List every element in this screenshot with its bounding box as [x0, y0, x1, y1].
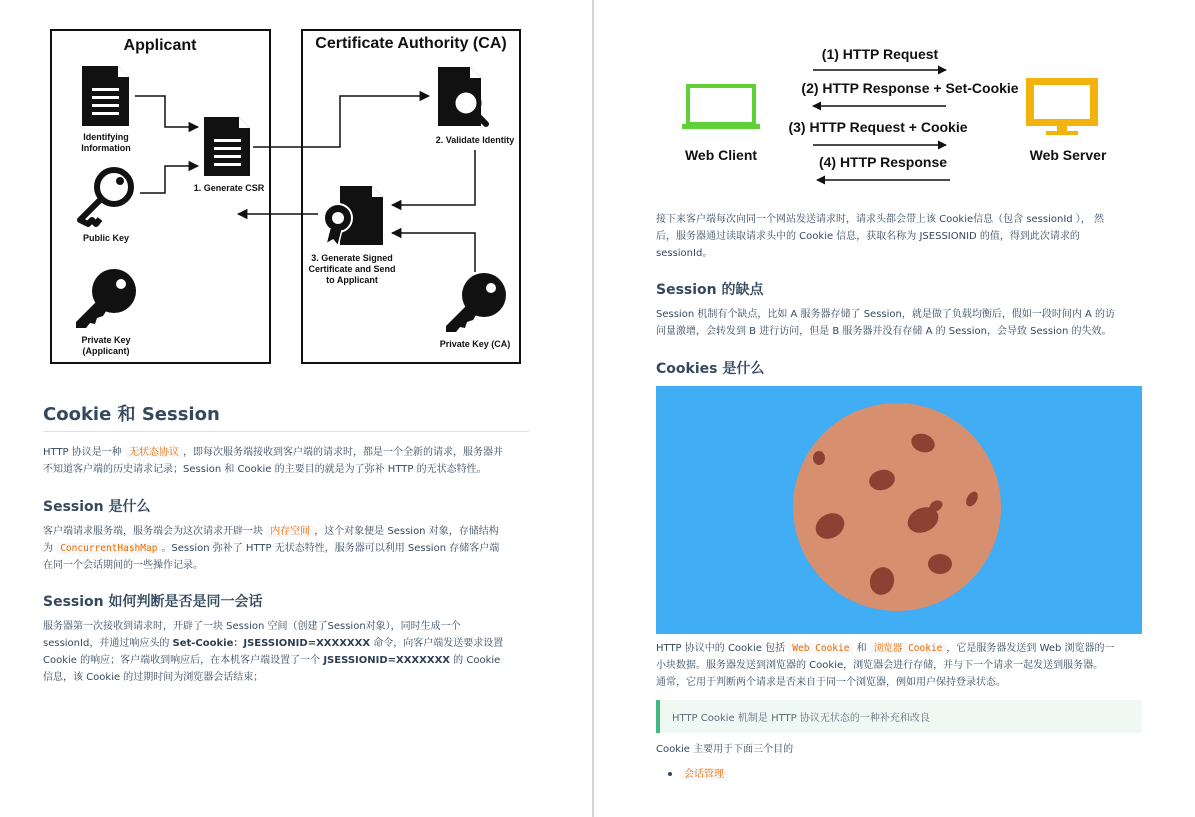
session-mgmt-highlight: 会话管理 [680, 769, 728, 780]
cookie-illustration [656, 386, 1142, 634]
next-text-1: 接下来客户端每次向同一个网站发送请求时，请求头都会带上该 Cookie信息（包含 sessionId ）， 然 [656, 214, 1104, 225]
cookie-paragraph [656, 640, 1146, 691]
heading-same-session: Session 如何判断是否是同一会话 [43, 594, 263, 610]
request-1-label: (1) HTTP Request [821, 46, 939, 62]
heading-what-is-session: Session 是什么 [43, 499, 151, 515]
heading-divider [43, 431, 529, 432]
response-4-label: (4) HTTP Response [818, 154, 948, 170]
concurrent-hashmap-code: ConcurrentHashMap [56, 543, 161, 554]
drawback-text-2: 问量激增，会转发到 B 进行访问，但是 B 服务器并没有存储 A 的 Session，会导致 Session 的失效。 [656, 326, 1112, 337]
session-paragraph [43, 523, 543, 574]
next-text-3: sessionId。 [656, 248, 713, 259]
heading-session-drawback: Session 的缺点 [656, 282, 764, 298]
private-key-applicant-icon [76, 269, 136, 328]
set-cookie-bold: Set-Cookie：JSESSIONID=XXXXXXX [172, 638, 371, 649]
applicant-title: Applicant [123, 37, 197, 54]
ca-title: Certificate Authority (CA) [315, 35, 507, 52]
signed-cert-label-3: to Applicant [326, 275, 378, 285]
heading-cookie-session: Cookie 和 Session [43, 404, 220, 425]
intro-paragraph [43, 444, 543, 478]
certificate-icon [324, 186, 383, 246]
private-key-applicant-label: Private Key [81, 335, 131, 345]
cookie-text-2: ，它是服务器发送到 Web 浏览器的一 [946, 643, 1115, 654]
laptop-icon [682, 86, 760, 129]
judge-text-1: 服务器第一次接收到请求时，开辟了一块 Session 空间（创建了Session对象），同时生成一个 [43, 621, 461, 632]
memory-space-highlight: 内存空间 [266, 526, 314, 537]
intro-text-1: HTTP 协议是一种 [43, 447, 122, 458]
session-text-1: 客户端请求服务端，服务端会为这次请求开辟一块 [43, 526, 263, 537]
cookie-text-1: HTTP 协议中的 Cookie 包括 [656, 643, 786, 654]
http-cookie-diagram [594, 0, 1195, 200]
signed-cert-label-2: Certificate and Send [308, 264, 396, 274]
session-text-4: 。Session 弥补了 HTTP 无状态特性，服务器可以利用 Session 存储客户端 [161, 543, 500, 554]
diagram-arrows [135, 96, 475, 272]
response-2-label: (2) HTTP Response + Set-Cookie [801, 80, 1019, 96]
judge-paragraph [43, 618, 543, 686]
identifying-info-label-2: Information [81, 143, 131, 153]
judge-text-2: sessionId，并通过响应头的 [43, 638, 170, 649]
cookie-icon [656, 386, 1142, 634]
right-page [594, 0, 1195, 817]
cookie-text-and: 和 [856, 643, 867, 654]
identifying-info-label: Identifying [83, 132, 129, 142]
drawback-text-1: Session 机制有个缺点，比如 A 服务器存储了 Session，就是做了负载均衡后，假如一段时间内 A 的访 [656, 309, 1116, 320]
purposes-intro: Cookie 主要用于下面三个目的 [656, 744, 794, 755]
document-icon [82, 66, 129, 126]
next-text-2: 后，服务器通过读取请求头中的 Cookie 信息，获取名称为 JSESSIONID 的值，得到此次请求的 [656, 231, 1080, 242]
judge-text-6: 信息，该 Cookie 的过期时间为浏览器会话结束； [43, 672, 264, 683]
judge-text-5: 的 Cookie [453, 655, 501, 666]
blockquote [656, 700, 1142, 733]
validate-document-icon [438, 67, 486, 126]
request-3-label: (3) HTTP Request + Cookie [788, 119, 968, 135]
csr-diagram [0, 0, 592, 380]
csr-document-icon [204, 117, 250, 176]
private-key-ca-icon [446, 273, 506, 332]
jsessionid-bold: JSESSIONID=XXXXXXX [323, 655, 450, 666]
session-text-3: 为 [43, 543, 53, 554]
web-cookie-code: Web Cookie [788, 643, 853, 654]
generate-csr-label: 1. Generate CSR [193, 183, 265, 193]
bullet-dot [668, 772, 672, 776]
validate-identity-label: 2. Validate Identity [435, 135, 515, 145]
drawback-paragraph [656, 306, 1146, 340]
signed-cert-label: 3. Generate Signed [311, 253, 393, 263]
session-text-5: 在同一个会话期间的一些操作记录。 [43, 560, 203, 571]
quote-text: HTTP Cookie 机制是 HTTP 协议无状态的一种补充和改良 [672, 713, 930, 724]
cookie-text-3: 小块数据。服务器发送到浏览器的 Cookie，浏览器会进行存储，并与下一个请求一起发送到服务器。 [656, 660, 1104, 671]
private-key-applicant-label-2: (Applicant) [82, 346, 130, 356]
left-page [0, 0, 592, 817]
judge-text-4: Cookie 的响应；客户端收到响应后，在本机客户端设置了一个 [43, 655, 321, 666]
cookie-text-4: 通常，它用于判断两个请求是否来自于同一个浏览器，例如用户保持登录状态。 [656, 677, 1006, 688]
browser-cookie-code: 浏览器 Cookie [870, 643, 947, 654]
intro-text-3: 不知道客户端的历史请求记录；Session 和 Cookie 的主要目的就是为了弥补 HTTP 的无状态特性。 [43, 464, 487, 475]
public-key-label: Public Key [82, 233, 130, 243]
web-server-label: Web Server [1029, 147, 1107, 163]
next-request-paragraph [656, 211, 1146, 262]
stateless-highlight: 无状态协议 [125, 447, 183, 458]
list-item-session-management [680, 766, 728, 783]
web-client-label: Web Client [684, 147, 758, 163]
public-key-icon [80, 170, 131, 224]
heading-what-is-cookie: Cookies 是什么 [656, 361, 765, 377]
monitor-icon [1026, 78, 1098, 135]
intro-text-2: ，即每次服务端接收到客户端的请求时，都是一个全新的请求，服务器并 [182, 447, 503, 458]
judge-text-3: 命令，向客户端发送要求设置 [373, 638, 504, 649]
session-text-2: ，这个对象便是 Session 对象，存储结构 [314, 526, 499, 537]
private-key-ca-label: Private Key (CA) [439, 339, 511, 349]
